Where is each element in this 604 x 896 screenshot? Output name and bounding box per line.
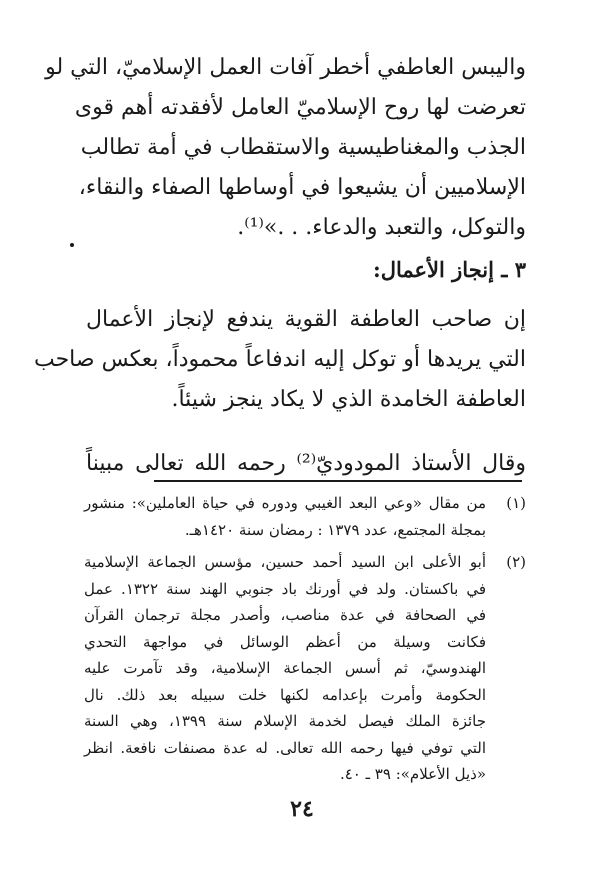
footnote-line: الهندوسيّ، ثم أسس الجماعة الإسلامية، وقد تآمرت عليه — [84, 659, 486, 677]
footnote-line: جائزة الملك فيصل لخدمة الإسلام سنة ١٣٩٩، وهي السنة — [84, 712, 486, 730]
footnote-number: (٢) — [506, 553, 526, 571]
paragraph-1-line: واليبس العاطفي أخطر آفات العمل الإسلاميّ، التي لو — [45, 55, 526, 80]
footnote-number: (١) — [506, 494, 526, 512]
footnote-line: «ذيل الأعلام»: ٣٩ ـ ٤٠. — [339, 765, 486, 783]
paragraph-1-line: الجذب والمغناطيسية والاستقطاب في أمة تطالب — [80, 135, 526, 160]
footnote-separator — [154, 480, 522, 482]
paragraph-3-line: وقال الأستاذ المودوديّ⁽²⁾ رحمه الله تعالى مبيناً — [86, 451, 526, 476]
stray-dot — [70, 243, 74, 247]
footnote-line: أبو الأعلى ابن السيد أحمد حسين، مؤسس الجماعة الإسلامية — [84, 553, 486, 571]
footnotes — [84, 484, 526, 788]
paragraph-1-line: الإسلاميين أن يشيعوا في أوساطها الصفاء والنقاء، — [78, 175, 526, 200]
paragraph-1 — [45, 48, 526, 248]
section-heading: ٣ ـ إنجاز الأعمال: — [372, 257, 526, 282]
paragraph-3 — [86, 444, 526, 484]
paragraph-2-line: التي يريدها أو توكل إليه اندفاعاً محموداً، بعكس صاحب — [33, 347, 526, 372]
footnote-line: الحكومة وأمرت بإعدامه لكنها خلت سبيله بعد ذلك. نال — [84, 685, 486, 704]
footnote-line: بمجلة المجتمع، عدد ١٣٧٩ : رمضان سنة ١٤٢٠هـ. — [184, 520, 486, 539]
footnote-line: من مقال «وعي البعد الغيبي ودوره في حياة العاملين»: منشور — [84, 494, 486, 512]
paragraph-2-line: العاطفة الخامدة الذي لا يكاد ينجز شيئاً. — [171, 387, 526, 412]
footnote-line: التي توفي فيها رحمه الله تعالى. له عدة مصنفات نافعة. انظر — [84, 738, 486, 757]
footnote-line: في باكستان. ولد في أورنك باد جنوبي الهند سنة ١٣٢٢. عمل — [84, 579, 486, 598]
page-number: ٢٤ — [290, 796, 314, 822]
paragraph-1-line: تعرضت لها روح الإسلاميّ العامل لأفقدته أهم قوى — [74, 95, 526, 120]
footnote-line: فكانت وسيلة من أعظم الوسائل في مواجهة التحدي — [84, 632, 486, 651]
paragraph-1-line: والتوكل، والتعبد والدعاء. . .»⁽¹⁾. — [237, 215, 526, 240]
footnote-1 — [84, 490, 526, 543]
paragraph-2-line: إن صاحب العاطفة القوية يندفع لإنجاز الأعمال — [86, 307, 526, 332]
footnote-2 — [84, 549, 526, 788]
paragraph-2 — [33, 300, 526, 420]
footnote-line: في الصحافة في عدة مناصب، وأصدر مجلة ترجمان القرآن — [84, 606, 486, 624]
